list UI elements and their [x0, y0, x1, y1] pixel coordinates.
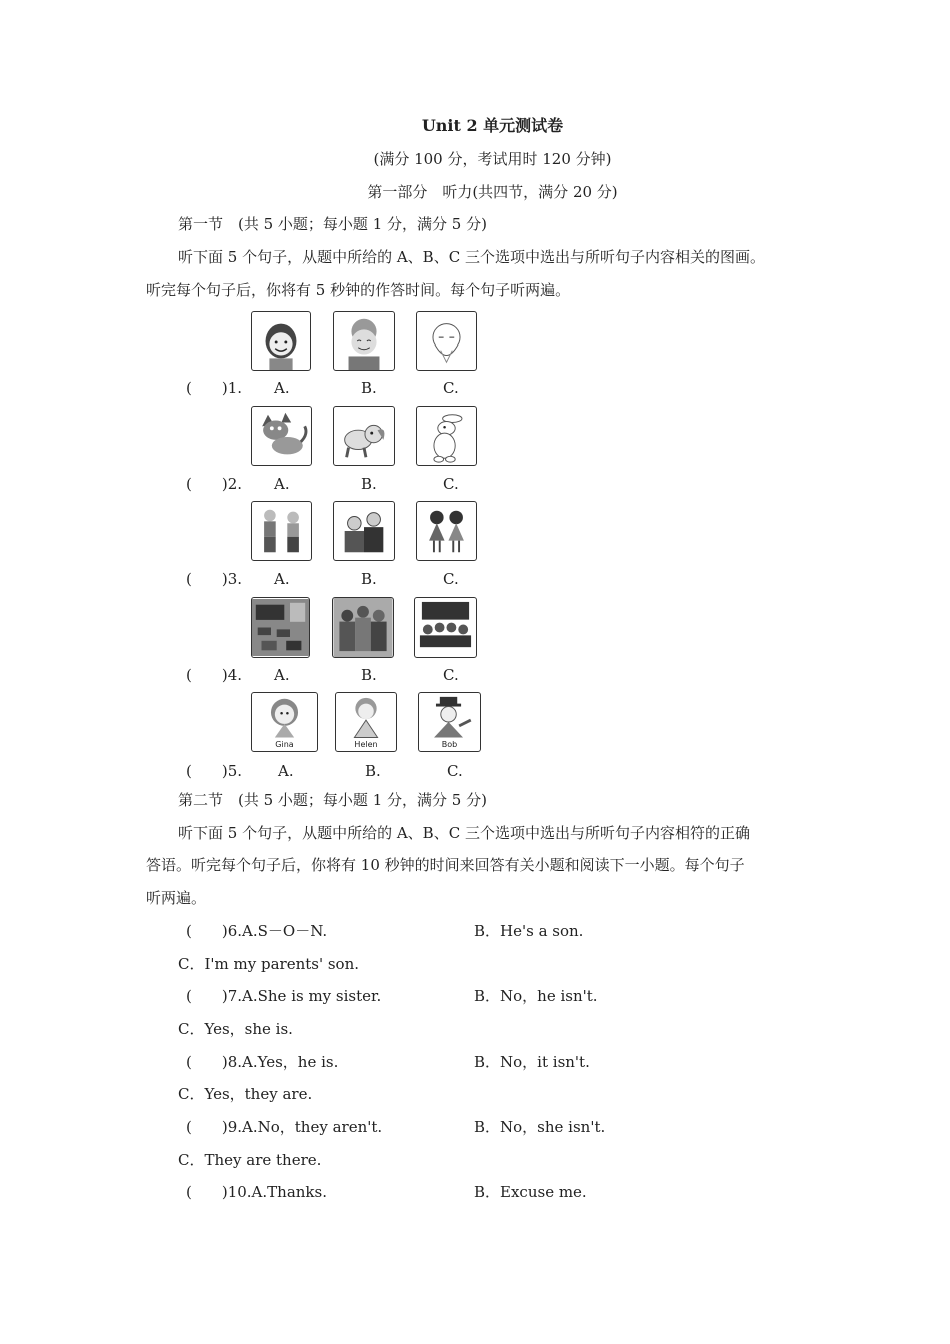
- family-photo-icon[interactable]: [332, 597, 394, 658]
- option-label-c: C.: [443, 570, 459, 588]
- page-title: Unit 2 单元测试卷: [421, 116, 564, 135]
- question-7-option-c: C．Yes，she is.: [178, 1020, 293, 1038]
- section1-instruction: 听下面 5 个句子，从题中所给的 A、B、C 三个选项中选出与所听句子内容相关的图画。: [178, 248, 765, 266]
- option-label-a: A.: [274, 475, 290, 493]
- two-men-icon[interactable]: [333, 501, 395, 561]
- page-subtitle: (满分 100 分，考试用时 120 分钟): [373, 150, 612, 168]
- picture-caption: Helen: [354, 740, 378, 749]
- option-label-b: B.: [361, 475, 377, 493]
- option-label-c: C.: [447, 762, 463, 780]
- question-10-option-a: ( )10.A.Thanks.: [186, 1183, 327, 1201]
- question-8-option-c: C．Yes，they are.: [178, 1085, 313, 1103]
- classroom-photo-icon[interactable]: [251, 597, 310, 658]
- bob-icon[interactable]: [418, 692, 481, 752]
- option-label-c: C.: [443, 475, 459, 493]
- option-label-b: B.: [365, 762, 381, 780]
- part-heading: 第一部分 听力(共四节，满分 20 分): [367, 183, 618, 201]
- option-label-b: B.: [361, 666, 377, 684]
- question-6-option-c: C．I'm my parents' son.: [178, 955, 360, 973]
- question-10-option-b: B．Excuse me.: [474, 1183, 587, 1201]
- option-label-a: A.: [274, 379, 290, 397]
- section2-instruction: 答语。听完每个句子后，你将有 10 秒钟的时间来回答有关小题和阅读下一小题。每个句子: [146, 856, 745, 874]
- class-photo-icon[interactable]: [414, 597, 477, 658]
- question-7-option-a: ( )7.A.She is my sister.: [186, 987, 382, 1005]
- dog-icon[interactable]: [333, 406, 395, 466]
- question-7-option-b: B．No，he isn't.: [474, 987, 598, 1005]
- question-number: ( )2.: [186, 475, 243, 493]
- question-9-option-b: B．No，she isn't.: [474, 1118, 606, 1136]
- picture-caption: Gina: [275, 740, 294, 749]
- grandmother-portrait-icon[interactable]: [333, 311, 395, 371]
- gina-icon[interactable]: [251, 692, 318, 752]
- option-label-b: B.: [361, 570, 377, 588]
- question-number: ( )1.: [186, 379, 243, 397]
- question-9-option-c: C．They are there.: [178, 1151, 322, 1169]
- question-8-option-a: ( )8.A.Yes，he is.: [186, 1053, 339, 1071]
- rabbit-icon[interactable]: [416, 406, 477, 466]
- section2-heading: 第二节 (共 5 小题；每小题 1 分，满分 5 分): [178, 791, 487, 809]
- two-girls-icon[interactable]: [416, 501, 477, 561]
- question-9-option-a: ( )9.A.No，they aren't.: [186, 1118, 383, 1136]
- picture-caption: Bob: [441, 740, 458, 749]
- section1-instruction: 听完每个句子后，你将有 5 秒钟的作答时间。每个句子听两遍。: [146, 281, 571, 299]
- option-label-c: C.: [443, 666, 459, 684]
- two-boys-icon[interactable]: [251, 501, 312, 561]
- question-number: ( )5.: [186, 762, 243, 780]
- option-label-a: A.: [274, 570, 290, 588]
- cat-icon[interactable]: [251, 406, 312, 466]
- option-label-a: A.: [278, 762, 294, 780]
- question-number: ( )4.: [186, 666, 243, 684]
- option-label-a: A.: [274, 666, 290, 684]
- section2-instruction: 听两遍。: [146, 889, 207, 907]
- section1-heading: 第一节 (共 5 小题；每小题 1 分，满分 5 分): [178, 215, 487, 233]
- grandfather-portrait-icon[interactable]: [416, 311, 477, 371]
- option-label-b: B.: [361, 379, 377, 397]
- question-6-option-a: ( )6.A.S－O－N.: [186, 922, 328, 940]
- question-number: ( )3.: [186, 570, 243, 588]
- section2-instruction: 听下面 5 个句子，从题中所给的 A、B、C 三个选项中选出与所听句子内容相符的正确: [178, 824, 750, 842]
- option-label-c: C.: [443, 379, 459, 397]
- girl-portrait-icon[interactable]: [251, 311, 311, 371]
- question-8-option-b: B．No，it isn't.: [474, 1053, 590, 1071]
- helen-icon[interactable]: [335, 692, 397, 752]
- question-6-option-b: B．He's a son.: [474, 922, 584, 940]
